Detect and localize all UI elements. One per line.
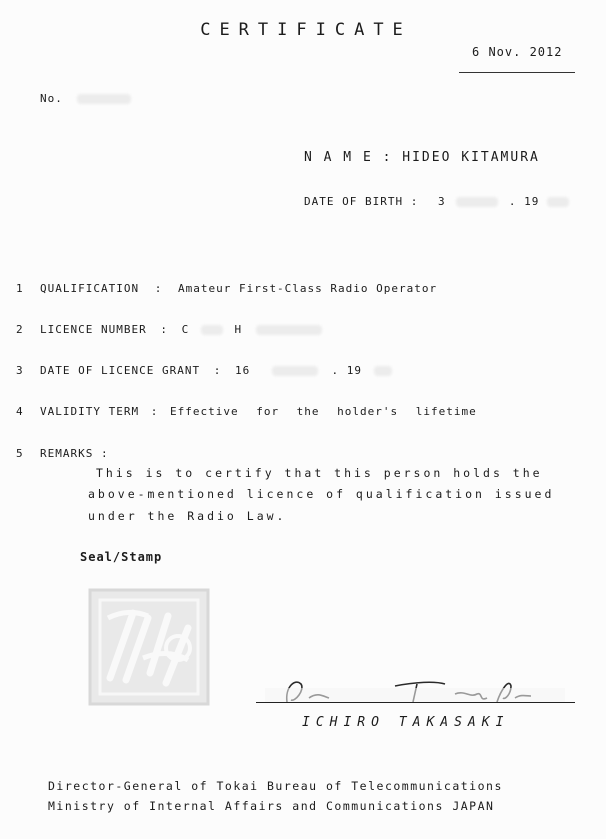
redacted-number xyxy=(77,94,131,104)
dob-label: DATE OF BIRTH : xyxy=(304,195,419,208)
licence-number-start: C xyxy=(181,323,190,336)
redacted-licence-b xyxy=(256,325,322,335)
validity-term-row xyxy=(40,405,477,418)
number-label: No. xyxy=(40,92,63,105)
dob-value-start: 3 xyxy=(437,195,446,208)
redacted-licence-a xyxy=(201,325,223,335)
signature xyxy=(265,672,565,706)
licence-number-mid: H xyxy=(234,323,243,336)
remarks-label: REMARKS : xyxy=(40,447,109,460)
issuer-title: Director-General of Tokai Bureau of Telecommunications xyxy=(48,779,503,793)
dob-value-end: . 19 xyxy=(508,195,540,208)
validity-term-label: VALIDITY TERM xyxy=(40,405,140,418)
redacted-grant-year xyxy=(374,366,392,376)
seal-label: Seal/Stamp xyxy=(80,550,163,564)
licence-number-label: LICENCE NUMBER xyxy=(40,323,147,336)
licence-number-row xyxy=(40,323,322,336)
item-number: 5 xyxy=(16,447,23,460)
name-value: HIDEO KITAMURA xyxy=(402,150,540,165)
item-number: 3 xyxy=(16,364,23,377)
redacted-grant-date xyxy=(272,366,318,376)
signer-name: ICHIRO TAKASAKI xyxy=(302,715,510,730)
issue-date: 6 Nov. 2012 xyxy=(472,45,563,59)
validity-term-value: Effective for the holder's lifetime xyxy=(169,405,477,418)
item-number: 1 xyxy=(16,282,23,295)
certificate-number xyxy=(40,92,131,105)
remarks-line: above-mentioned licence of qualification issued xyxy=(88,487,555,501)
licence-grant-row xyxy=(40,364,392,377)
official-seal-stamp xyxy=(88,588,210,706)
certificate-title: CERTIFICATE xyxy=(200,20,412,40)
redacted-dob xyxy=(456,197,498,207)
remarks-line: under the Radio Law. xyxy=(88,509,287,523)
validity-term-sep: : xyxy=(150,405,159,418)
name-label: N A M E : xyxy=(304,150,393,165)
licence-grant-start: 16 xyxy=(234,364,251,377)
item-number: 2 xyxy=(16,323,23,336)
issuer-ministry: Ministry of Internal Affairs and Communications JAPAN xyxy=(48,799,495,813)
qualification-sep: : xyxy=(154,282,163,295)
remarks-line: This is to certify that this person holds the xyxy=(96,466,543,480)
redacted-dob-year xyxy=(547,197,569,207)
qualification-row xyxy=(40,282,437,295)
signature-line xyxy=(256,702,575,703)
licence-grant-label: DATE OF LICENCE GRANT xyxy=(40,364,201,377)
holder-name xyxy=(304,150,540,165)
date-of-birth xyxy=(304,195,569,208)
date-underline xyxy=(459,72,575,73)
item-number: 4 xyxy=(16,405,23,418)
licence-grant-end: . 19 xyxy=(331,364,362,377)
qualification-value: Amateur First-Class Radio Operator xyxy=(177,282,438,295)
qualification-label: QUALIFICATION xyxy=(40,282,140,295)
licence-number-sep: : xyxy=(160,323,168,336)
licence-grant-sep: : xyxy=(213,364,222,377)
